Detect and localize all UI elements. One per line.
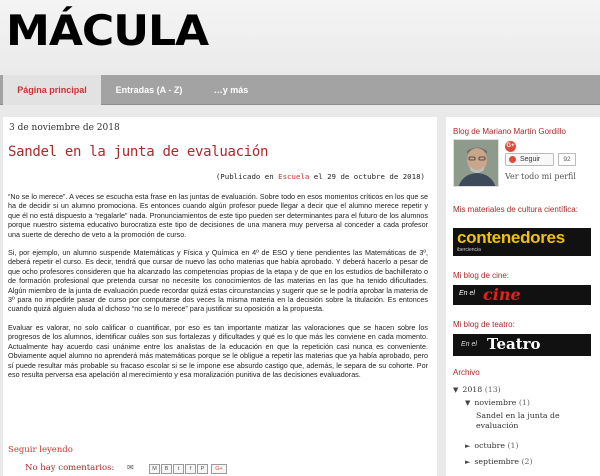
archive-month-count: (1) bbox=[507, 441, 519, 450]
archive-year-count: (13) bbox=[484, 385, 501, 394]
email-post-icon[interactable]: ✉ bbox=[127, 463, 134, 472]
share-facebook-icon[interactable]: f bbox=[185, 464, 196, 474]
tab-entries-az[interactable]: Entradas (A - Z) bbox=[115, 85, 183, 95]
share-pinterest-icon[interactable]: P bbox=[197, 464, 208, 474]
archive-month-octubre[interactable] bbox=[465, 441, 518, 450]
post-paragraph: Si, por ejemplo, un alumno suspende Matemáticas y Física y Química en 4º de ESO y tiene pendientes las Matemáticas de 3º, deberá repetir el curso. Es decir, tendrá que cursar de nuevo las ocho materias que había aprobado. Y deberá hacerlo a pesar de que ocho profesores consideren que ha alcanzado las competencias propias de la etapa y de que en los estudios de bachillerato o de formación profesional que pretenda cursar no necesite los conocimientos de las materias en las que ha tenido dificultades. Algún miembro de la junta de evaluación puede recordar quizá estas circunstancias y sugerir que se le podría aprobar la materia de 3º para no impedirle pasar de curso por computarse dos veces la misma materia en la decisión sobre la titulación. Es entonces cuando quizá alguien aluda al dichoso “no se lo merece” para justificar su oposición a la propuesta. bbox=[8, 248, 428, 314]
collapsed-arrow-icon[interactable]: ► bbox=[465, 442, 471, 450]
blog-title[interactable]: MÁCULA bbox=[6, 6, 209, 55]
collapsed-arrow-icon[interactable]: ► bbox=[465, 458, 471, 466]
cine-widget-title: Mi blog de cine: bbox=[453, 271, 510, 280]
read-more-link[interactable]: Seguir leyendo bbox=[8, 445, 73, 455]
gplus-icon[interactable]: G+ bbox=[505, 141, 516, 152]
follow-label: Seguir bbox=[520, 156, 541, 163]
profile-photo-svg bbox=[454, 140, 499, 187]
share-blogger-icon[interactable]: B bbox=[161, 464, 172, 474]
nav-tabs bbox=[0, 75, 600, 105]
share-email-icon[interactable]: M bbox=[149, 464, 160, 474]
archive-month-label[interactable]: noviembre bbox=[474, 398, 517, 407]
main-column bbox=[3, 117, 437, 476]
materials-widget-title: Mis materiales de cultura científica: bbox=[453, 205, 578, 214]
tab-more[interactable]: …y más bbox=[213, 85, 249, 95]
published-link[interactable]: Escuela bbox=[278, 172, 310, 181]
published-prefix: (Publicado en bbox=[215, 172, 279, 181]
materials-banner-sub: iberciencia bbox=[457, 247, 481, 253]
archive-month-septiembre[interactable] bbox=[465, 457, 533, 466]
archive-month-label[interactable]: octubre bbox=[474, 441, 505, 450]
cine-banner[interactable] bbox=[453, 285, 591, 305]
sidebar bbox=[446, 117, 600, 476]
cine-banner-prefix: En el bbox=[459, 290, 475, 297]
archive-month-count: (2) bbox=[521, 457, 533, 466]
archive-month-noviembre[interactable] bbox=[465, 398, 530, 407]
archive-year-2018[interactable] bbox=[453, 385, 501, 394]
post-date: 3 de noviembre de 2018 bbox=[9, 123, 120, 133]
materials-banner[interactable] bbox=[453, 228, 591, 256]
teatro-widget-title: Mi blog de teatro: bbox=[453, 320, 515, 329]
tab-home[interactable]: Página principal bbox=[3, 75, 101, 105]
archive-month-count: (1) bbox=[518, 398, 530, 407]
archive-month-label[interactable]: septiembre bbox=[474, 457, 519, 466]
archive-widget-title: Archivo bbox=[453, 368, 480, 377]
share-gplus-icon[interactable]: G+ bbox=[211, 464, 227, 474]
post-paragraph: Evaluar es valorar, no solo calificar o cuantificar, por eso es tan importante matizar las valoraciones que se hacen sobre los progresos de los alumnos, identificar cuáles son sus fortalezas y dificultades y qué es lo que más les conviene en cada momento. Actualmente hay acuerdo casi unánime entre los analistas de la educación en que la repetición casi nunca es conveniente. Obviamente aquel alumno no aprenderá más matemáticas porque se le obligue a repetir las materias que ya había aprobado, pero sí puede resultar más probable su fracaso escolar si se le impone ese absurdo castigo que, además, le separa de su cohorte. Por eso resulta perversa esa apelación al merecimiento y esa moralización punitiva de las decisiones evaluadoras. bbox=[8, 322, 428, 379]
archive-post-link[interactable]: Sandel en la junta de evaluación bbox=[476, 411, 560, 430]
post-body bbox=[8, 192, 428, 388]
comments-link[interactable]: No hay comentarios: bbox=[25, 463, 115, 473]
profile-link[interactable]: Ver todo mi perfil bbox=[505, 172, 576, 181]
profile-widget-title: Blog de Mariano Martín Gordillo bbox=[453, 127, 566, 136]
share-twitter-icon[interactable]: t bbox=[173, 464, 184, 474]
archive-year-label[interactable]: 2018 bbox=[462, 385, 483, 394]
profile-photo[interactable] bbox=[453, 139, 499, 187]
teatro-banner-prefix: En el bbox=[461, 341, 477, 348]
published-suffix: el 29 de octubre de 2018) bbox=[309, 172, 425, 181]
teatro-banner-word: Teatro bbox=[487, 335, 541, 353]
post-footer bbox=[25, 463, 425, 475]
materials-banner-title: contenedores bbox=[457, 228, 565, 247]
follower-count: 92 bbox=[558, 153, 576, 166]
post-paragraph: “No se lo merece”. A veces se escucha esta frase en las juntas de evaluación. Sobre todo en esos momentos críticos en los que se ha de decidir si un alumno promociona. Es entonces cuando algún profesor puede llegar a decir que el alumno merece repetir y que él no está dispuesto a “regalarle” nada. Pronunciamientos de este tipo pueden ser determinantes para el futuro de los alumnos porque nuestro sistema educativo burocratiza este tipo de decisiones de una manera muy perversa al conceder a cada profesor una suerte de derecho de veto a la promoción de curso. bbox=[8, 192, 428, 239]
post-title[interactable]: Sandel en la junta de evaluación bbox=[8, 144, 269, 160]
published-note bbox=[216, 172, 425, 181]
follow-button[interactable] bbox=[505, 153, 554, 166]
blog-header bbox=[0, 0, 600, 75]
expanded-arrow-icon[interactable]: ▼ bbox=[453, 386, 459, 394]
teatro-banner[interactable] bbox=[453, 334, 591, 356]
follow-gplus-icon bbox=[509, 156, 516, 163]
expanded-arrow-icon[interactable]: ▼ bbox=[465, 399, 471, 407]
cine-banner-word: cine bbox=[483, 285, 521, 304]
